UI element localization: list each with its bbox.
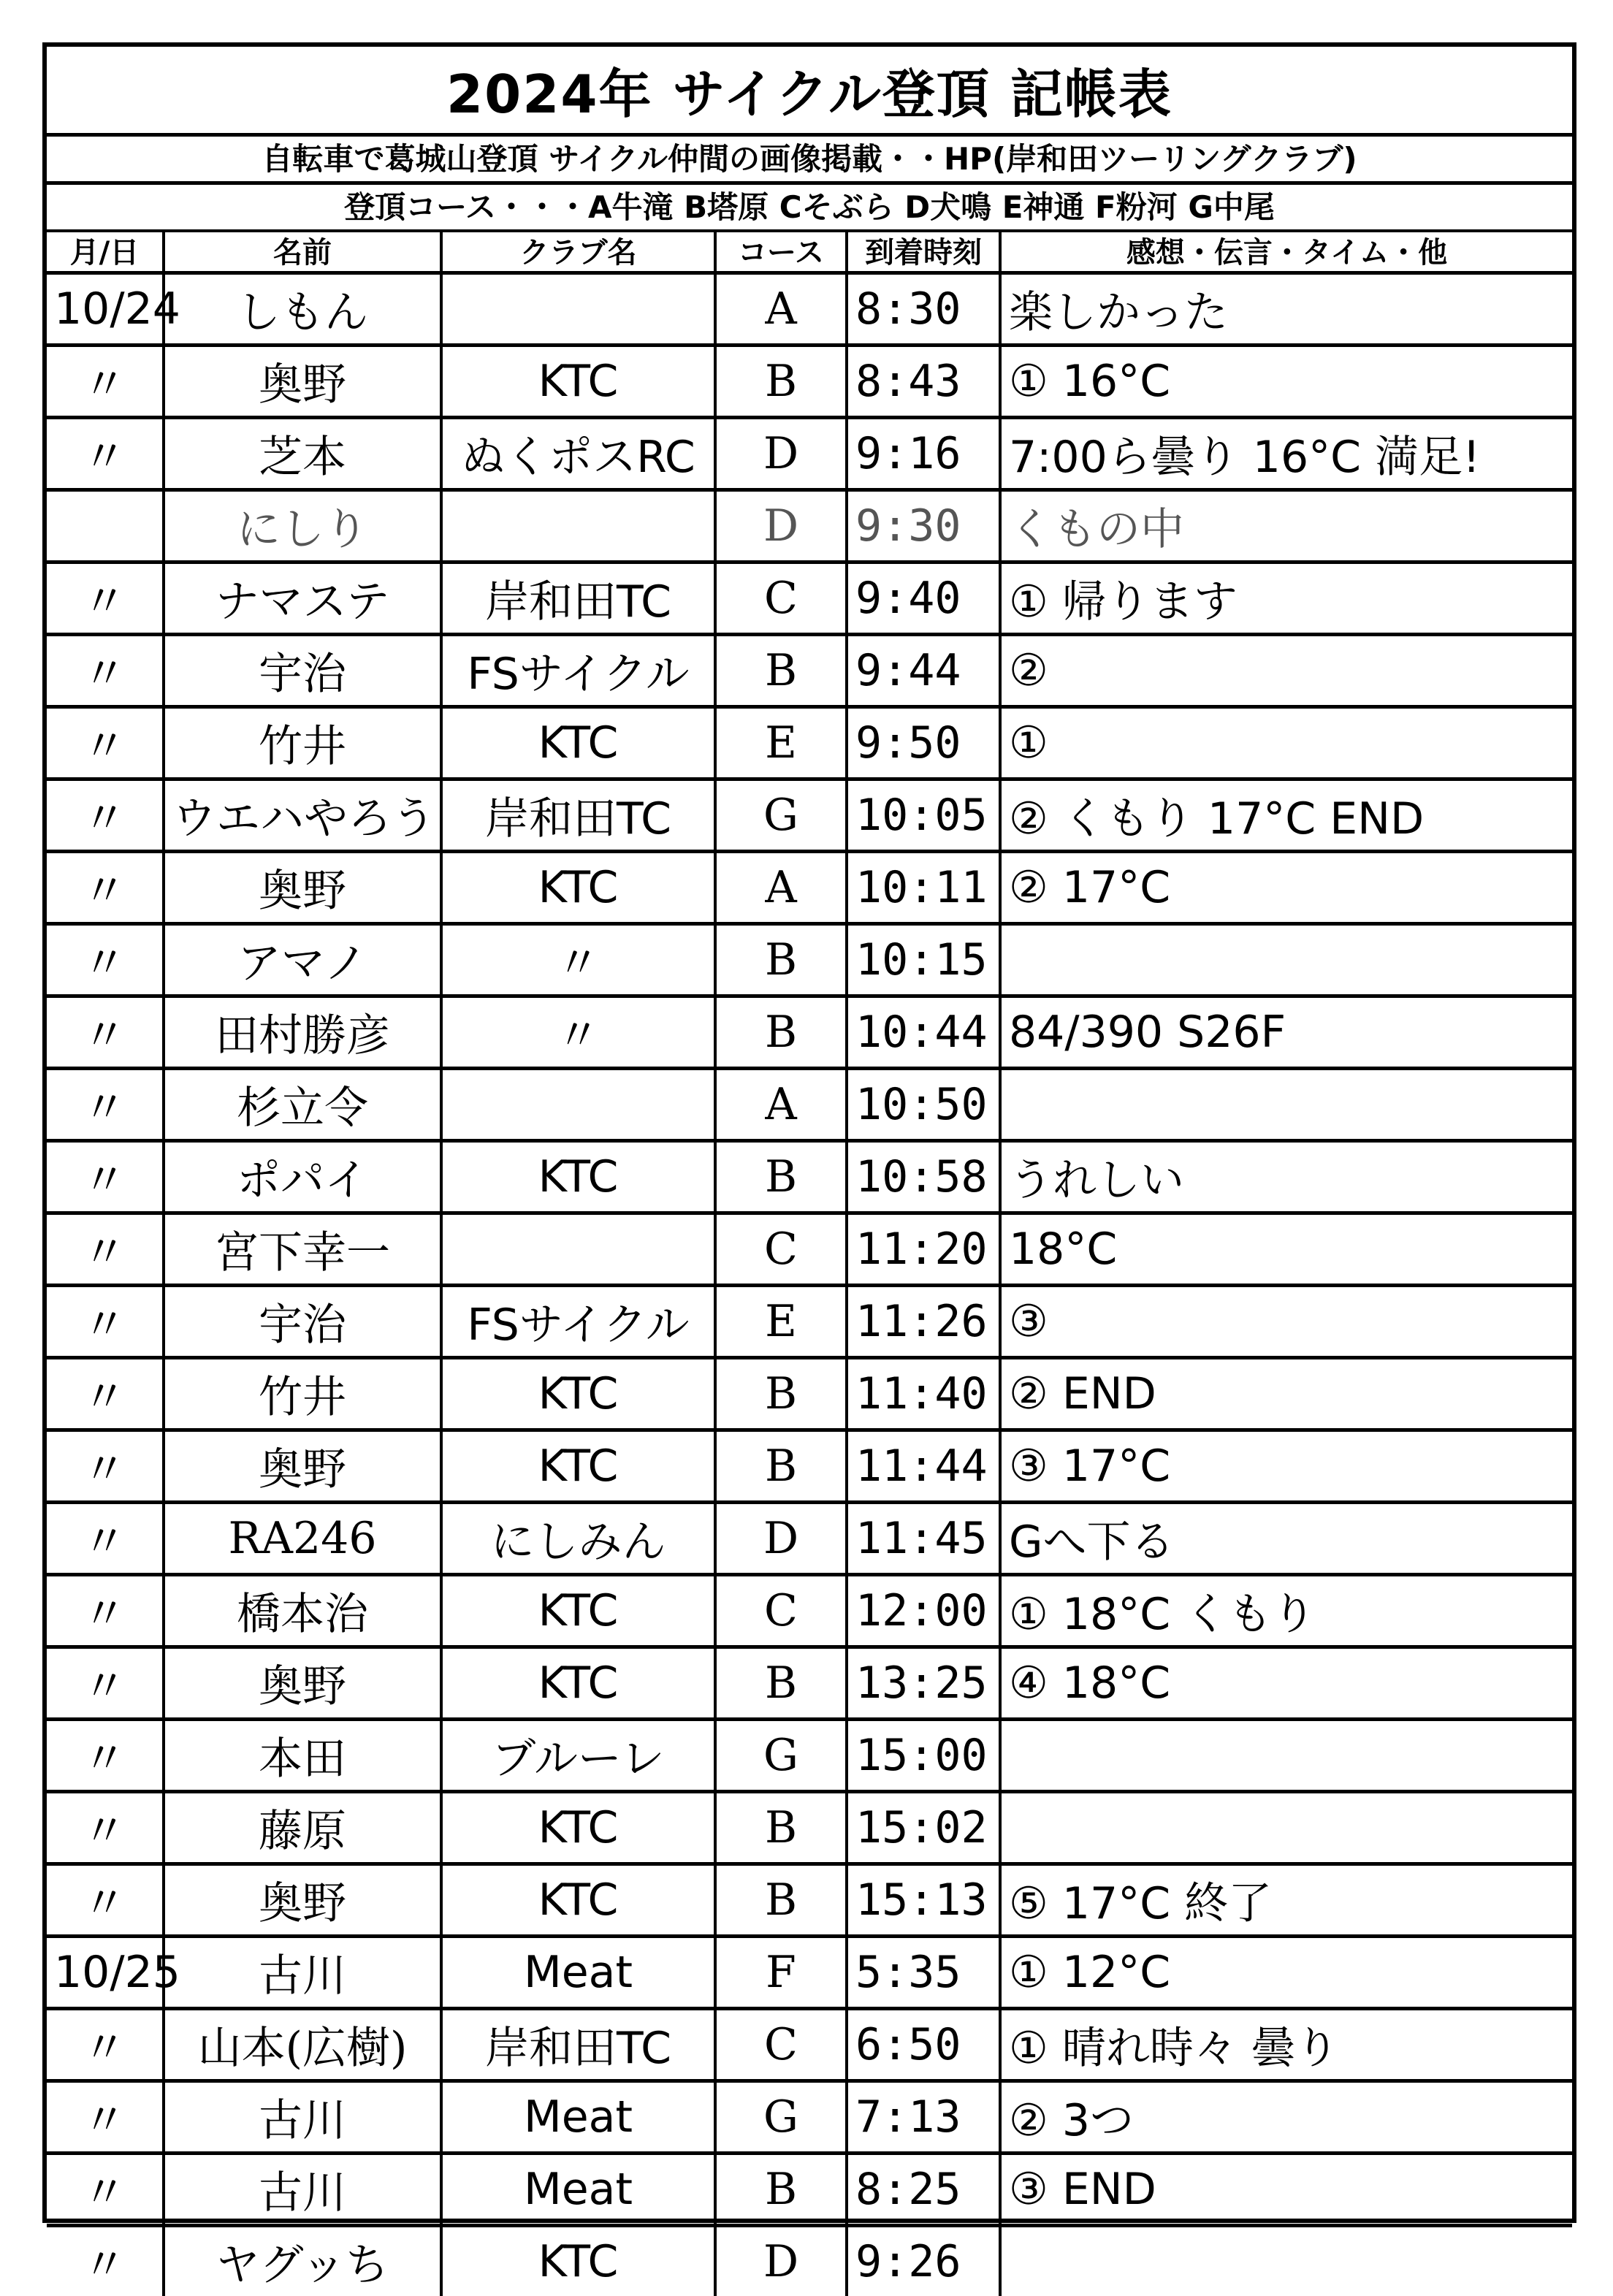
entry-date: 〃 bbox=[47, 996, 164, 1069]
table-row bbox=[47, 924, 1572, 996]
entry-memo bbox=[1000, 1069, 1572, 1141]
table-row bbox=[47, 707, 1572, 779]
entry-name: ウエハやろう bbox=[164, 779, 441, 852]
entry-course: C bbox=[715, 562, 847, 635]
entry-time: 9:44 bbox=[847, 635, 1000, 707]
entry-time: 11:44 bbox=[847, 1430, 1000, 1503]
entry-date: 〃 bbox=[47, 2009, 164, 2081]
entry-memo: Gへ下る bbox=[1000, 1503, 1572, 1575]
table-row bbox=[47, 2226, 1572, 2296]
entry-name: 奥野 bbox=[164, 1647, 441, 1720]
table-row bbox=[47, 1792, 1572, 1864]
entry-club: 〃 bbox=[441, 996, 715, 1069]
entry-memo bbox=[1000, 2226, 1572, 2296]
header-time: 到着時刻 bbox=[847, 229, 1000, 273]
entry-time: 10:05 bbox=[847, 779, 1000, 852]
entry-time: 10:44 bbox=[847, 996, 1000, 1069]
entry-time: 9:16 bbox=[847, 418, 1000, 490]
entry-course: A bbox=[715, 852, 847, 924]
entry-time: 6:50 bbox=[847, 2009, 1000, 2081]
entry-name: 奥野 bbox=[164, 852, 441, 924]
entry-name: 古川 bbox=[164, 1937, 441, 2009]
entry-time: 10:15 bbox=[847, 924, 1000, 996]
entry-time: 10:50 bbox=[847, 1069, 1000, 1141]
table-row bbox=[47, 2009, 1572, 2081]
entry-memo: 7:00ら曇り 16°C 満足! bbox=[1000, 418, 1572, 490]
entry-course: D bbox=[715, 418, 847, 490]
entry-time: 11:20 bbox=[847, 1213, 1000, 1286]
entry-date: 〃 bbox=[47, 2081, 164, 2154]
entry-memo: ① bbox=[1000, 707, 1572, 779]
entry-memo: ② くもり 17°C END bbox=[1000, 779, 1572, 852]
entry-course: E bbox=[715, 1286, 847, 1358]
entry-date: 〃 bbox=[47, 2226, 164, 2296]
entry-name: 藤原 bbox=[164, 1792, 441, 1864]
entry-name: 古川 bbox=[164, 2081, 441, 2154]
entry-name: ナマステ bbox=[164, 562, 441, 635]
entry-memo: ① 18°C くもり bbox=[1000, 1575, 1572, 1647]
entry-date: 〃 bbox=[47, 346, 164, 418]
entry-name: 杉立令 bbox=[164, 1069, 441, 1141]
entry-club: KTC bbox=[441, 1864, 715, 1937]
entry-club: KTC bbox=[441, 2226, 715, 2296]
log-table bbox=[47, 229, 1572, 2296]
table-row bbox=[47, 1213, 1572, 1286]
entry-memo: ② END bbox=[1000, 1358, 1572, 1430]
entry-course: E bbox=[715, 707, 847, 779]
entry-memo: くもの中 bbox=[1000, 490, 1572, 562]
entry-memo: 楽しかった bbox=[1000, 273, 1572, 346]
entry-time: 9:50 bbox=[847, 707, 1000, 779]
entry-time: 10:58 bbox=[847, 1141, 1000, 1213]
entry-course: B bbox=[715, 996, 847, 1069]
entry-memo: ① 晴れ時々 曇り bbox=[1000, 2009, 1572, 2081]
entry-club: KTC bbox=[441, 1647, 715, 1720]
table-row bbox=[47, 1069, 1572, 1141]
table-row bbox=[47, 1430, 1572, 1503]
entry-club bbox=[441, 1213, 715, 1286]
entry-memo: ③ END bbox=[1000, 2154, 1572, 2226]
table-row bbox=[47, 1864, 1572, 1937]
entry-club bbox=[441, 490, 715, 562]
entry-memo: ① 16°C bbox=[1000, 346, 1572, 418]
entry-name: 竹井 bbox=[164, 1358, 441, 1430]
entry-name: 竹井 bbox=[164, 707, 441, 779]
entry-course: D bbox=[715, 1503, 847, 1575]
header-club: クラブ名 bbox=[441, 229, 715, 273]
entry-name: 奥野 bbox=[164, 346, 441, 418]
entry-name: 古川 bbox=[164, 2154, 441, 2226]
entry-club: Meat bbox=[441, 2081, 715, 2154]
entry-memo: うれしい bbox=[1000, 1141, 1572, 1213]
entry-date: 〃 bbox=[47, 852, 164, 924]
entry-course: A bbox=[715, 273, 847, 346]
entry-date: 〃 bbox=[47, 1792, 164, 1864]
entry-date: 〃 bbox=[47, 707, 164, 779]
entry-date: 〃 bbox=[47, 1647, 164, 1720]
table-row bbox=[47, 1286, 1572, 1358]
entry-name: 奥野 bbox=[164, 1430, 441, 1503]
entry-time: 8:30 bbox=[847, 273, 1000, 346]
entry-time: 12:00 bbox=[847, 1575, 1000, 1647]
entry-club: KTC bbox=[441, 1358, 715, 1430]
table-row bbox=[47, 996, 1572, 1069]
table-row bbox=[47, 779, 1572, 852]
entry-name: ポパイ bbox=[164, 1141, 441, 1213]
entry-club: KTC bbox=[441, 707, 715, 779]
entry-course: B bbox=[715, 1430, 847, 1503]
entry-date bbox=[47, 490, 164, 562]
entry-name: 奥野 bbox=[164, 1864, 441, 1937]
entry-course: B bbox=[715, 924, 847, 996]
entry-name: RA246 bbox=[164, 1503, 441, 1575]
entry-name: 芝本 bbox=[164, 418, 441, 490]
entry-time: 8:43 bbox=[847, 346, 1000, 418]
entry-name: 橋本治 bbox=[164, 1575, 441, 1647]
entry-course: B bbox=[715, 1358, 847, 1430]
entry-memo: 84/390 S26F bbox=[1000, 996, 1572, 1069]
entry-club: 〃 bbox=[441, 924, 715, 996]
entry-time: 13:25 bbox=[847, 1647, 1000, 1720]
header-row bbox=[47, 229, 1572, 273]
header-name: 名前 bbox=[164, 229, 441, 273]
log-sheet bbox=[42, 42, 1576, 2223]
entry-date: 〃 bbox=[47, 1575, 164, 1647]
entry-date: 10/24 bbox=[47, 273, 164, 346]
entry-time: 8:25 bbox=[847, 2154, 1000, 2226]
table-row bbox=[47, 1647, 1572, 1720]
table-row bbox=[47, 562, 1572, 635]
entry-course: A bbox=[715, 1069, 847, 1141]
entry-club: ぬくポスRC bbox=[441, 418, 715, 490]
entry-course: G bbox=[715, 1720, 847, 1792]
entry-club bbox=[441, 1069, 715, 1141]
entry-club: KTC bbox=[441, 1430, 715, 1503]
entry-club: FSサイクル bbox=[441, 1286, 715, 1358]
entry-date: 〃 bbox=[47, 779, 164, 852]
entry-time: 15:00 bbox=[847, 1720, 1000, 1792]
entry-club: にしみん bbox=[441, 1503, 715, 1575]
entry-name: にしり bbox=[164, 490, 441, 562]
entry-date: 〃 bbox=[47, 1286, 164, 1358]
table-row bbox=[47, 852, 1572, 924]
page-subtitle: 自転車で葛城山登頂 サイクル仲間の画像掲載・・HP(岸和田ツーリングクラブ) bbox=[47, 133, 1572, 185]
entry-memo: ⑤ 17°C 終了 bbox=[1000, 1864, 1572, 1937]
entry-date: 〃 bbox=[47, 2154, 164, 2226]
entry-club: KTC bbox=[441, 1575, 715, 1647]
entry-date: 〃 bbox=[47, 924, 164, 996]
entry-memo: ③ bbox=[1000, 1286, 1572, 1358]
entry-club: ブルーレ bbox=[441, 1720, 715, 1792]
table-row bbox=[47, 635, 1572, 707]
entry-date: 〃 bbox=[47, 635, 164, 707]
table-row bbox=[47, 1937, 1572, 2009]
entry-course: G bbox=[715, 2081, 847, 2154]
entry-time: 9:40 bbox=[847, 562, 1000, 635]
entry-name: 本田 bbox=[164, 1720, 441, 1792]
entry-course: D bbox=[715, 2226, 847, 2296]
entry-name: 田村勝彦 bbox=[164, 996, 441, 1069]
entry-course: B bbox=[715, 2154, 847, 2226]
entry-course: G bbox=[715, 779, 847, 852]
entry-time: 7:13 bbox=[847, 2081, 1000, 2154]
table-row bbox=[47, 1720, 1572, 1792]
entry-memo: ③ 17°C bbox=[1000, 1430, 1572, 1503]
entry-club: Meat bbox=[441, 1937, 715, 2009]
header-course: コース bbox=[715, 229, 847, 273]
entry-time: 5:35 bbox=[847, 1937, 1000, 2009]
entry-club: KTC bbox=[441, 346, 715, 418]
table-row bbox=[47, 1141, 1572, 1213]
entry-club: 岸和田TC bbox=[441, 779, 715, 852]
entry-name: アマノ bbox=[164, 924, 441, 996]
entry-memo: ② 17°C bbox=[1000, 852, 1572, 924]
entry-name: 宮下幸一 bbox=[164, 1213, 441, 1286]
entry-time: 11:40 bbox=[847, 1358, 1000, 1430]
entry-memo: ① 帰ります bbox=[1000, 562, 1572, 635]
page-title: 2024年 サイクル登頂 記帳表 bbox=[47, 47, 1572, 137]
table-row bbox=[47, 273, 1572, 346]
entry-club: KTC bbox=[441, 852, 715, 924]
entry-date: 〃 bbox=[47, 1141, 164, 1213]
entry-course: D bbox=[715, 490, 847, 562]
entry-name: 宇治 bbox=[164, 635, 441, 707]
entry-memo: 18°C bbox=[1000, 1213, 1572, 1286]
entry-course: B bbox=[715, 1792, 847, 1864]
table-row bbox=[47, 1358, 1572, 1430]
entry-name: 宇治 bbox=[164, 1286, 441, 1358]
table-row bbox=[47, 490, 1572, 562]
entry-name: 山本(広樹) bbox=[164, 2009, 441, 2081]
header-memo: 感想・伝言・タイム・他 bbox=[1000, 229, 1572, 273]
entry-course: C bbox=[715, 2009, 847, 2081]
entry-date: 〃 bbox=[47, 1213, 164, 1286]
entry-time: 11:26 bbox=[847, 1286, 1000, 1358]
entry-time: 11:45 bbox=[847, 1503, 1000, 1575]
entry-date: 10/25 bbox=[47, 1937, 164, 2009]
entry-club: FSサイクル bbox=[441, 635, 715, 707]
entry-club: KTC bbox=[441, 1792, 715, 1864]
entry-time: 15:13 bbox=[847, 1864, 1000, 1937]
entry-course: B bbox=[715, 1864, 847, 1937]
entry-memo: ① 12°C bbox=[1000, 1937, 1572, 2009]
course-legend: 登頂コース・・・A牛滝 B塔原 Cそぶら D犬鳴 E神通 F粉河 G中尾 bbox=[47, 181, 1572, 232]
table-row bbox=[47, 1503, 1572, 1575]
entry-date: 〃 bbox=[47, 418, 164, 490]
entry-date: 〃 bbox=[47, 1503, 164, 1575]
entry-date: 〃 bbox=[47, 562, 164, 635]
entry-course: C bbox=[715, 1575, 847, 1647]
entry-time: 9:26 bbox=[847, 2226, 1000, 2296]
entry-course: B bbox=[715, 1647, 847, 1720]
table-row bbox=[47, 346, 1572, 418]
entry-club: Meat bbox=[441, 2154, 715, 2226]
entry-memo bbox=[1000, 924, 1572, 996]
entry-time: 9:30 bbox=[847, 490, 1000, 562]
entry-memo: ④ 18°C bbox=[1000, 1647, 1572, 1720]
entry-course: C bbox=[715, 1213, 847, 1286]
entry-time: 10:11 bbox=[847, 852, 1000, 924]
header-date: 月/日 bbox=[47, 229, 164, 273]
entry-date: 〃 bbox=[47, 1720, 164, 1792]
entry-club bbox=[441, 273, 715, 346]
table-row bbox=[47, 418, 1572, 490]
entry-memo: ② 3つ bbox=[1000, 2081, 1572, 2154]
entry-date: 〃 bbox=[47, 1358, 164, 1430]
entry-name: ヤグッち bbox=[164, 2226, 441, 2296]
entry-time: 15:02 bbox=[847, 1792, 1000, 1864]
entry-club: 岸和田TC bbox=[441, 2009, 715, 2081]
entry-club: KTC bbox=[441, 1141, 715, 1213]
entry-memo bbox=[1000, 1792, 1572, 1864]
entry-course: F bbox=[715, 1937, 847, 2009]
entry-date: 〃 bbox=[47, 1069, 164, 1141]
entry-course: B bbox=[715, 346, 847, 418]
entry-name: しもん bbox=[164, 273, 441, 346]
entry-date: 〃 bbox=[47, 1864, 164, 1937]
entry-course: B bbox=[715, 635, 847, 707]
table-row bbox=[47, 1575, 1572, 1647]
entry-memo bbox=[1000, 1720, 1572, 1792]
table-row bbox=[47, 2154, 1572, 2226]
log-rows bbox=[47, 273, 1572, 2296]
entry-memo: ② bbox=[1000, 635, 1572, 707]
entry-course: B bbox=[715, 1141, 847, 1213]
table-row bbox=[47, 2081, 1572, 2154]
entry-date: 〃 bbox=[47, 1430, 164, 1503]
entry-club: 岸和田TC bbox=[441, 562, 715, 635]
